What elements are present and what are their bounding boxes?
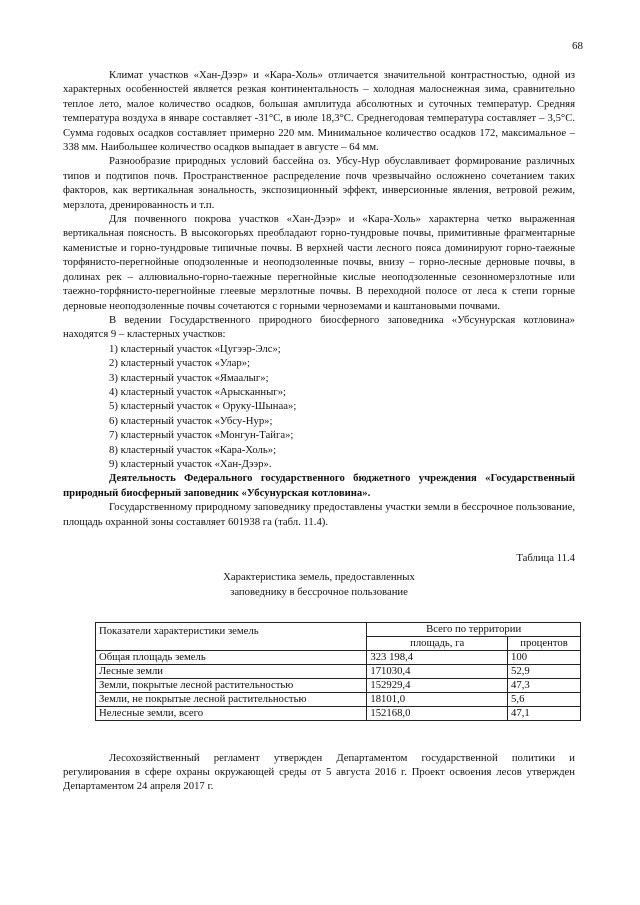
cell-name: Земли, покрытые лесной растительностью (96, 678, 367, 692)
header-total: Всего по территории (367, 622, 581, 636)
header-percent: процентов (508, 636, 581, 650)
list-item: 9) кластерный участок «Хан-Дээр». (109, 457, 272, 470)
table-row (96, 678, 581, 692)
list-item: 7) кластерный участок «Монгун-Тайга»; (109, 429, 294, 442)
cell-percent: 100 (508, 650, 581, 664)
clusters-intro-paragraph: В ведении Государственного природного биосферного заповедника «Убсунурская котловина» находятся 9 – кластерных участков: (63, 313, 575, 341)
land-paragraph: Государственному природному заповеднику предоставлены участки земли в бессрочное пользование, площадь охранной зоны составляет 601938 га (табл. 11.4). (63, 501, 575, 528)
list-item: 1) кластерный участок «Цугээр-Элс»; (109, 342, 281, 355)
climate-paragraph: Климат участков «Хан-Дээр» и «Кара-Холь» отличается значительной контрастностью, одной из характерных особенностей является резкая континентальность – холодная малоснежная зима, сравнительно теплое лето, малое количество осадков, большая амплитуда абсолютных и суточных температур. Средняя температура воздуха в январе составляет -31°С, в июле 18,3°С. Среднегодовая температура составляет – 3,5°С. Сумма годовых осадков составляет примерно 220 мм. Минимальное количество осадков 172, максимальное – 338 мм. Наибольшее количество осадков выпадает в августе – 64 мм. (63, 69, 575, 154)
cell-percent: 47,3 (508, 678, 581, 692)
land-table (95, 622, 581, 721)
table-row (96, 650, 581, 664)
table-row (96, 692, 581, 706)
cell-area: 152168,0 (367, 706, 508, 720)
list-item: 8) кластерный участок «Кара-Холь»; (109, 443, 277, 456)
soil-diversity-paragraph: Разнообразие природных условий бассейна оз. Убсу-Нур обуславливает формирование различных типов и подтипов почв. Пространственное распределение почв чрезвычайно осложнено сочетанием таких факторов, как вертикальная зональность, экспозиционный эффект, инверсионные явления, ветровой режим, мерзлота, дренированность и т.п. (63, 155, 575, 211)
cell-name: Нелесные земли, всего (96, 706, 367, 720)
cluster-list (63, 342, 575, 472)
cell-percent: 47,1 (508, 706, 581, 720)
list-item: 3) кластерный участок «Ямаалыг»; (109, 371, 269, 384)
cell-area: 18101,0 (367, 692, 508, 706)
table-caption-line: Характеристика земель, предоставленных (223, 571, 415, 584)
cell-name: Общая площадь земель (96, 650, 367, 664)
cell-name: Лесные земли (96, 664, 367, 678)
cell-area: 152929,4 (367, 678, 508, 692)
page-number: 68 (572, 40, 583, 52)
cell-area: 171030,4 (367, 664, 508, 678)
section-heading: Деятельность Федерального государственного бюджетного учреждения «Государственный природный биосферный заповедник «Убсунурская котловина». (63, 472, 575, 499)
cell-name: Земли, не покрытые лесной растительностью (96, 692, 367, 706)
table-label: Таблица 11.4 (516, 552, 575, 564)
table-row (96, 706, 581, 720)
table-header-row (96, 622, 581, 636)
document-body (63, 68, 575, 794)
list-item: 4) кластерный участок «Арысканныг»; (109, 385, 287, 398)
regulation-paragraph: Лесохозяйственный регламент утвержден Департаментом государственной политики и регулирования в сфере охраны окружающей среды от 5 августа 2016 г. Проект освоения лесов утвержден Департаментом 24 апреля 2017 г. (63, 751, 575, 793)
table-caption (63, 570, 575, 599)
list-item: 6) кластерный участок «Убсу-Нур»; (109, 414, 273, 427)
cell-percent: 52,9 (508, 664, 581, 678)
header-area: площадь, га (367, 636, 508, 650)
cell-percent: 5,6 (508, 692, 581, 706)
table-row (96, 664, 581, 678)
header-indicator: Показатели характеристики земель (96, 622, 367, 650)
table-caption-line: заповеднику в бессрочное пользование (230, 586, 408, 598)
list-item: 2) кластерный участок «Улар»; (109, 357, 251, 370)
cell-area: 323 198,4 (367, 650, 508, 664)
soil-cover-paragraph: Для почвенного покрова участков «Хан-Дээр» и «Кара-Холь» характерна четко выраженная вертикальная поясность. В высокогорьях преобладают горно-тундровые почвы, примитивные фрагментарные каменистые и горно-тундровые типичные почвы. В верхней части лесного пояса доминируют горно-таежные торфянисто-перегнойные оподзоленные и неоподзоленные почвы, внизу – горно-лесные дерновые почвы, в долинах рек – аллювиально-горно-таежные перегнойные кислые неоподзоленные сезонномерзлотные или таежно-торфянисто-перегнойные глеевые мерзлотные почвы. В переходной полосе от леса к степи горные дерновые неоподзоленные почвы сочетаются с горными черноземами и каштановыми почвами. (63, 213, 575, 312)
list-item: 5) кластерный участок « Оруку-Шынаа»; (109, 400, 297, 413)
